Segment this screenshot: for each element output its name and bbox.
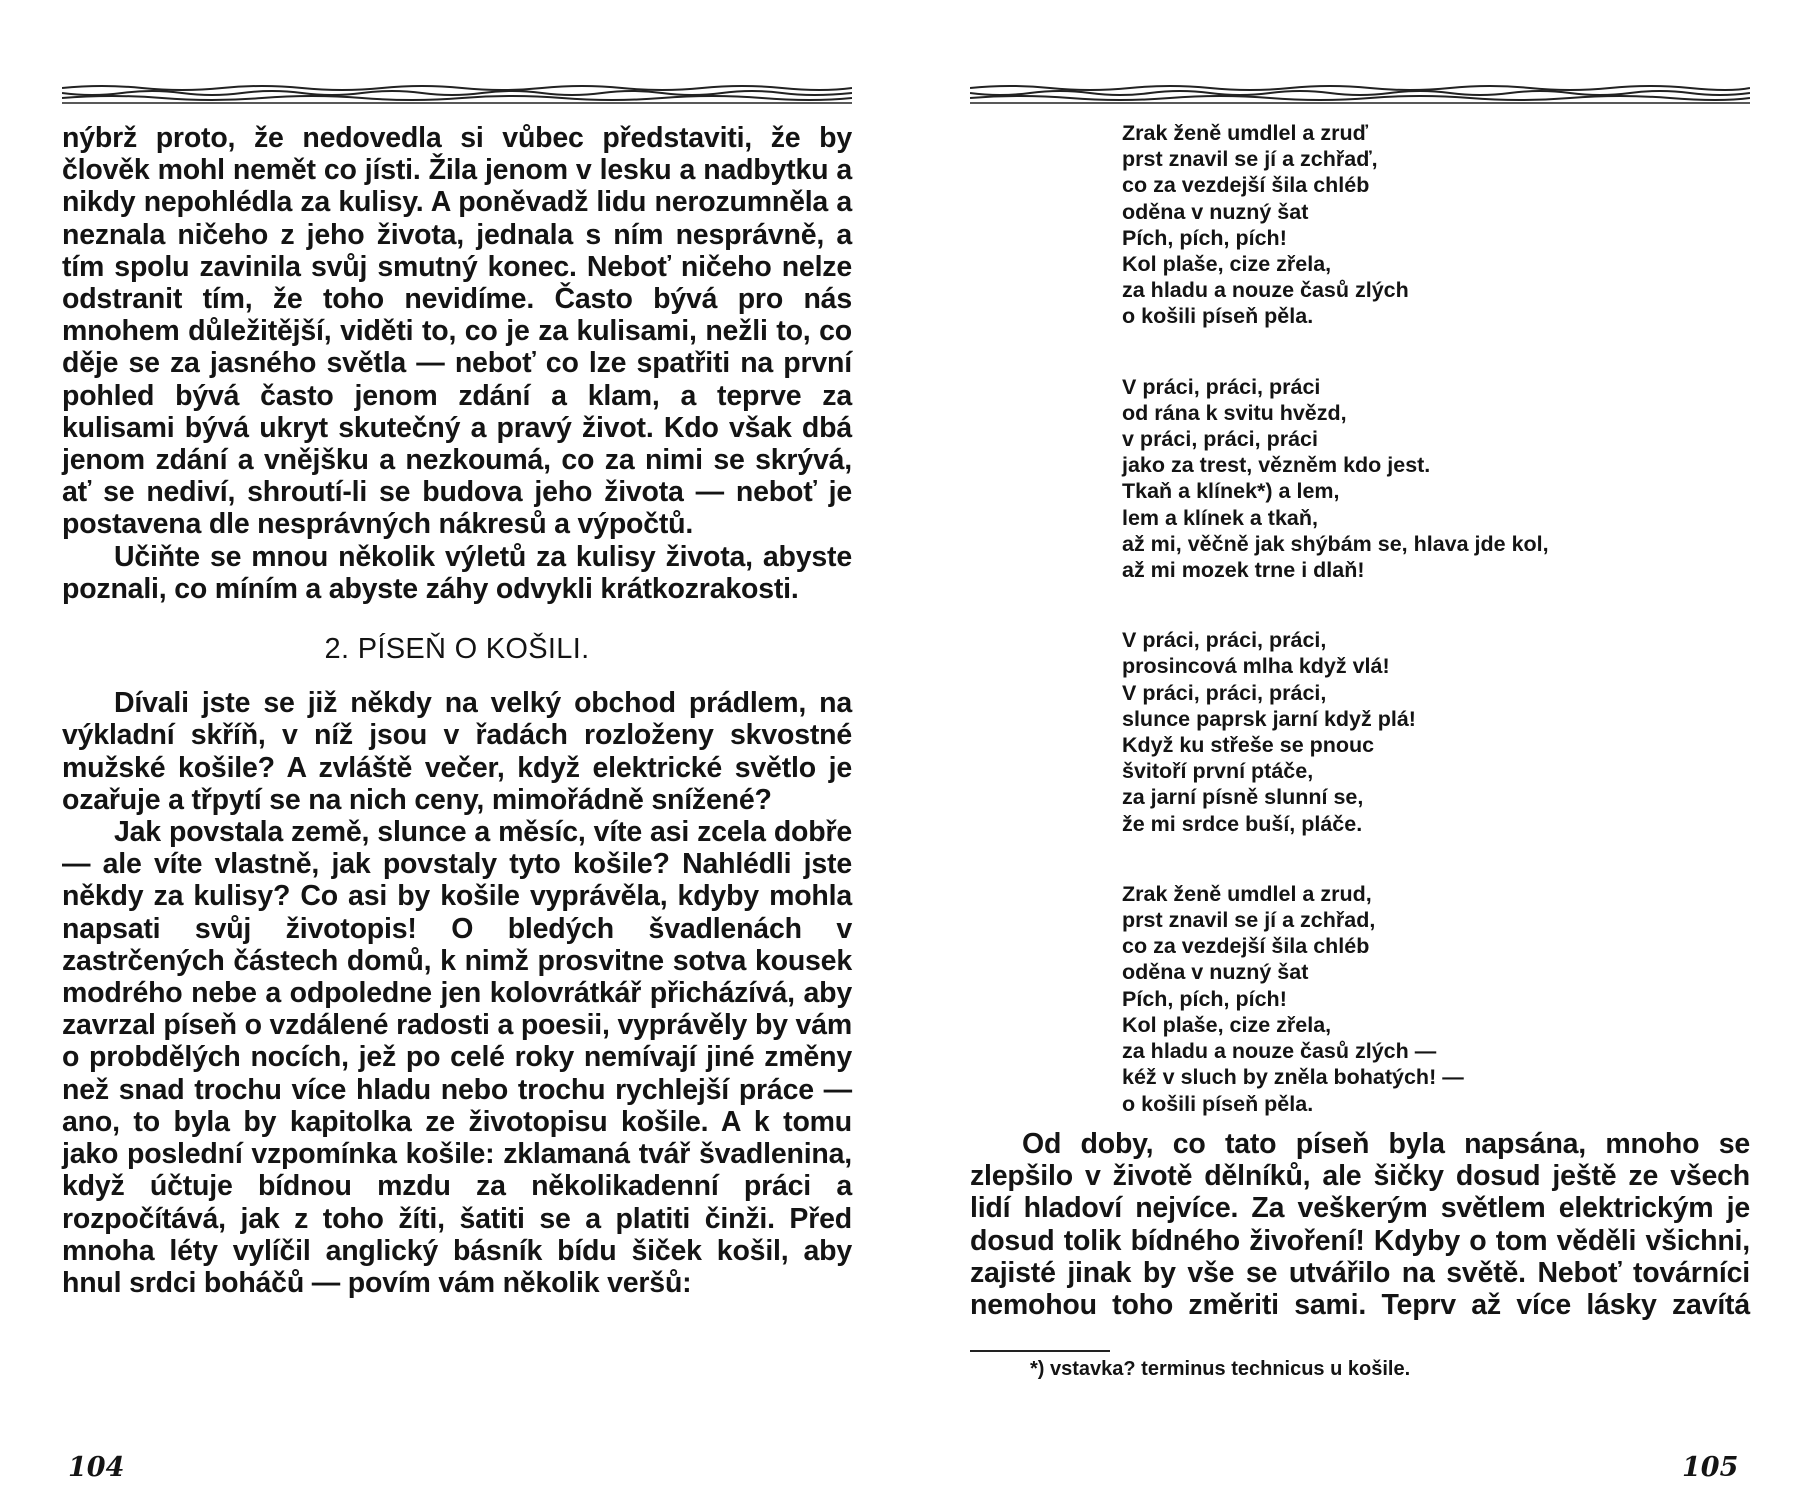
header-ornament	[970, 82, 1750, 106]
poem-line: kéž v sluch by zněla bohatých! —	[1122, 1065, 1464, 1090]
poem-line: prst znavil se jí a zchřaď,	[1122, 147, 1378, 172]
poem-line: za hladu a nouze časů zlých —	[1122, 1039, 1437, 1064]
right-page	[900, 0, 1800, 1500]
poem-line: v práci, práci, práci	[1122, 427, 1318, 452]
page-number: 104	[68, 1452, 125, 1483]
poem-stanza	[1122, 627, 1682, 837]
poem-line: za hladu a nouze časů zlých	[1122, 278, 1409, 303]
poem-line: Pích, pích, pích!	[1122, 225, 1287, 250]
footnote-rule	[970, 1350, 1110, 1352]
poem-line: že mi srdce buší, pláče.	[1122, 811, 1363, 836]
poem-line: Zrak ženě umdlel a zruď	[1122, 121, 1369, 145]
paragraph: Jak povstala země, slunce a měsíc, víte asi zcela dobře — ale víte vlastně, jak povstaly tyto košile? Nahlédli jste někdy za kulisy? Co asi by košile vyprávěla, kdyby mohla napsati svůj životopis! O bledých švadlenách v zastrčených částech domů, k nimž prosvitne sotva kousek modrého nebe a odpoledne jen kolovrátkář přicházívá, aby zavrzal píseň o vzdálené radosti a poesii, vyprávěly by vám o probdělých nocích, jež po celé roky nemívají jiné změny než snad trochu více hladu nebo trochu rychlejší práce — ano, to byla by kapitolka ze životopisu košile. A k tomu jako poslední vzpomínka košile: zklamaná tvář švadlenina, když účtuje bídnou mzdu za několikadenní práci a rozpočítává, jak z toho žíti, šatiti se a platiti činži. Před mnoha léty vylíčil anglický básník bídu šiček košil, aby hnul srdci boháčů — povím vám několik veršů:	[62, 816, 852, 1299]
poem-line: V práci, práci, práci,	[1122, 628, 1327, 653]
poem-stanza	[1122, 374, 1682, 584]
poem-line: oděna v nuzný šat	[1122, 960, 1309, 985]
paragraph: Učiňte se mnou několik výletů za kulisy života, abyste poznali, co míním a abyste záhy odvykli krátkozrakosti.	[62, 540, 852, 605]
poem-line: za jarní písně slunní se,	[1122, 785, 1364, 810]
poem-line: až mi, věčně jak shýbám se, hlava jde kol,	[1122, 531, 1549, 556]
poem-line: Tkaň a klínek*) a lem,	[1122, 479, 1340, 504]
poem-line: Kol plaše, cize zřela,	[1122, 1012, 1332, 1037]
poem-line: slunce paprsk jarní když plá!	[1122, 706, 1416, 731]
poem-line: švitoří první ptáče,	[1122, 759, 1314, 784]
poem-line: o košili píseň pěla.	[1122, 304, 1314, 329]
poem-line: lem a klínek a tkaň,	[1122, 505, 1318, 530]
poem-line: Kol plaše, cize zřela,	[1122, 252, 1332, 277]
left-body-text	[62, 122, 852, 1299]
poem-line: Zrak ženě umdlel a zrud,	[1122, 881, 1372, 906]
page-number: 105	[1682, 1452, 1739, 1483]
poem	[1122, 120, 1682, 1161]
poem-line: jako za trest, vězněm kdo jest.	[1122, 453, 1431, 478]
poem-line: Pích, pích, pích!	[1122, 986, 1287, 1011]
poem-line: V práci, práci, práci,	[1122, 680, 1327, 705]
poem-line: prst znavil se jí a zchřad,	[1122, 908, 1376, 933]
paragraph: Dívali jste se již někdy na velký obchod prádlem, na výkladní skříň, v níž jsou v řadách rozloženy skvostné mužské košile? A zvláště večer, když elektrické světlo je ozařuje a třpytí se na nich ceny, mimořádně snížené?	[62, 687, 852, 816]
poem-line: prosincová mlha když vlá!	[1122, 654, 1390, 679]
poem-line: oděna v nuzný šat	[1122, 199, 1309, 224]
poem-line: až mi mozek trne i dlaň!	[1122, 558, 1365, 583]
poem-stanza	[1122, 881, 1682, 1117]
paragraph: Od doby, co tato píseň byla napsána, mnoho se zlepšilo v životě dělníků, ale šičky dosud ještě ze všech lidí hladoví nejvíce. Za veškerým světlem elektrickým je dosud tolik bídného živoření! Kdyby o tom věděli všichni, zajisté jinak by vše se utvářilo na světě. Neboť továrníci nemohou toho změriti sami. Teprv až více lásky zavítá	[970, 1128, 1750, 1322]
paragraph: nýbrž proto, že nedovedla si vůbec představiti, že by člověk mohl nemět co jísti. Žila jenom v lesku a nadbytku a nikdy nepohlédla za kulisy. A poněvadž lidu nerozumněla a neznala ničeho z jeho života, jednala s ním nesprávně, a tím spolu zavinila svůj smutný konec. Neboť ničeho nelze odstranit tím, že toho nevidíme. Často bývá pro nás mnohem důležitější, viděti to, co je za kulisami, nežli to, co děje se za jasného světla — neboť co lze spatřiti na první pohled bývá často jenom zdání a klam, a teprve za kulisami bývá ukryt skutečný a pravý život. Kdo však dbá jenom zdání a vnějšku a nezkoumá, co za nimi se skrývá, ať se nediví, shroutí-li se budova jeho života — neboť je postavena dle nesprávných nákresů a výpočtů.	[62, 122, 852, 541]
poem-line: V práci, práci, práci	[1122, 374, 1321, 399]
poem-stanza	[1122, 120, 1682, 330]
footnote: *) vstavka? terminus technicus u košile.	[1030, 1358, 1411, 1380]
poem-line: co za vezdejší šila chléb	[1122, 934, 1370, 959]
header-ornament	[62, 82, 852, 106]
right-body-text	[970, 1128, 1750, 1321]
section-heading: 2. PÍSEŇ O KOŠILI.	[324, 633, 590, 666]
poem-line: o košili píseň pěla.	[1122, 1091, 1314, 1116]
poem-line: od rána k svitu hvězd,	[1122, 400, 1347, 425]
poem-line: Když ku střeše se pnouc	[1122, 733, 1375, 758]
poem-line: co za vezdejší šila chléb	[1122, 173, 1370, 198]
